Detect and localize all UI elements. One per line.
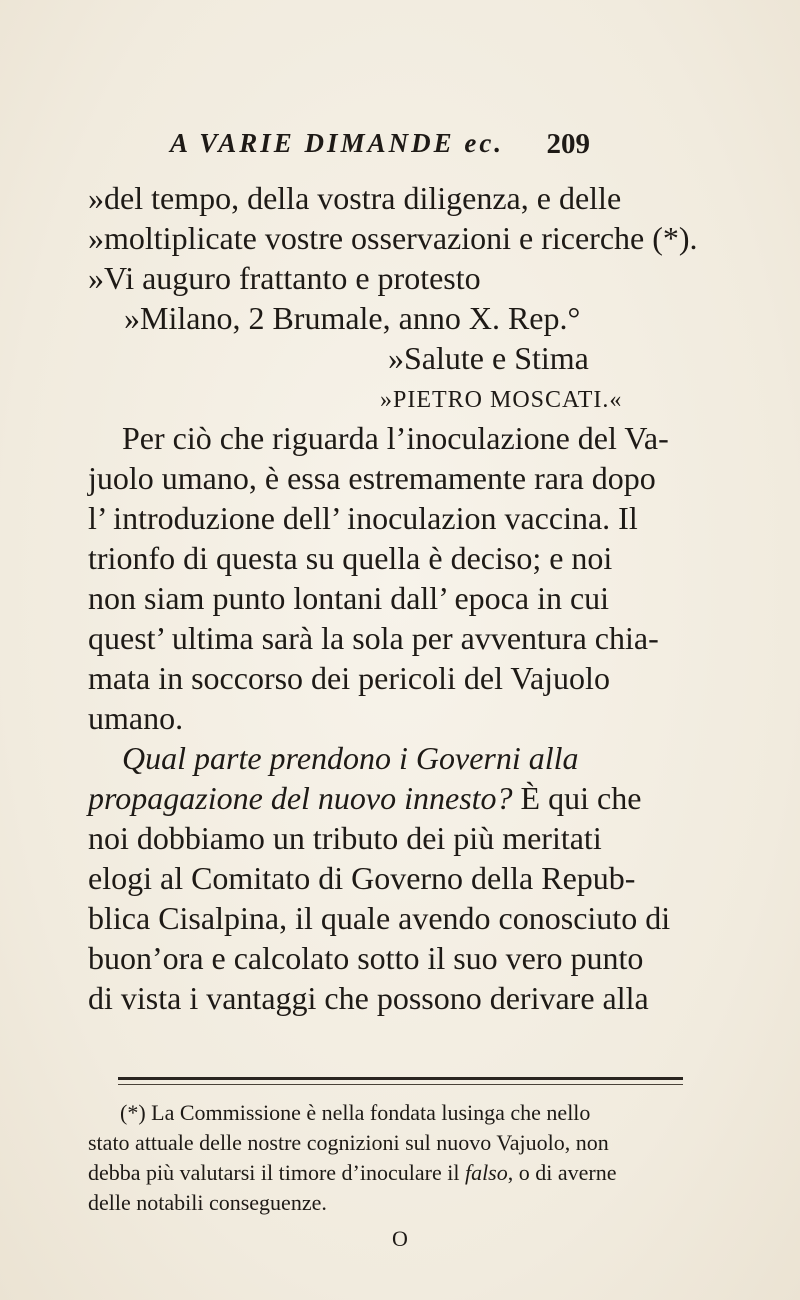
body-line: blica Cisalpina, il quale avendo conosciuto di	[88, 900, 671, 936]
footnote-line	[88, 1158, 616, 1188]
body-line: l’ introduzione dell’ inoculazion vaccina. Il	[88, 500, 638, 536]
body-line: quest’ ultima sarà la sola per avventura chia-	[88, 620, 659, 656]
question-line-italic: propagazione del nuovo innesto?	[88, 780, 513, 816]
body-line: di vista i vantaggi che possono derivare alla	[88, 980, 649, 1016]
signature-mark: O	[392, 1226, 408, 1251]
footnote-line: (*) La Commissione è nella fondata lusinga che nello	[120, 1100, 591, 1125]
letter-closing: »Salute e Stima	[388, 340, 589, 376]
question-heading	[122, 738, 579, 778]
question-line	[88, 778, 641, 818]
running-head	[170, 128, 590, 172]
body-line: noi dobbiamo un tributo dei più meritati	[88, 820, 602, 856]
body-line: buon’ora e calcolato sotto il suo vero punto	[88, 940, 644, 976]
letter-signature: »PIETRO MOSCATI.«	[380, 387, 623, 413]
body-line: juolo umano, è essa estremamente rara dopo	[88, 460, 656, 496]
page-number: 209	[546, 128, 590, 160]
body-line: mata in soccorso dei pericoli del Vajuolo	[88, 660, 610, 696]
footnote-text: , o di averne	[507, 1160, 617, 1185]
footnote-line: delle notabili conseguenze.	[88, 1190, 327, 1215]
question-heading-text: Qual parte prendono i Governi alla	[122, 740, 579, 776]
body-line: non siam punto lontani dall’ epoca in cui	[88, 580, 610, 616]
footnote-italic: falso	[464, 1160, 508, 1185]
footnote-text: debba più valutarsi il timore d’inoculare il	[88, 1160, 465, 1185]
letter-line: »moltiplicate vostre osservazioni e ricerche (*).	[88, 220, 698, 256]
letter-line: »Vi auguro frattanto e protesto	[88, 260, 481, 296]
question-line-rest: È qui che	[512, 780, 642, 816]
running-head-title: A VARIE DIMANDE ec.	[170, 128, 505, 158]
body-line: trionfo di questa su quella è deciso; e noi	[88, 540, 613, 576]
footnote-rule	[118, 1077, 683, 1080]
body-line: Per ciò che riguarda l’inoculazione del Va-	[122, 420, 669, 456]
footnote-line: stato attuale delle nostre cognizioni sul nuovo Vajuolo, non	[88, 1130, 609, 1155]
body-line: elogi al Comitato di Governo della Repub-	[88, 860, 636, 896]
footnote-rule-thin	[118, 1084, 683, 1085]
letter-place-date: »Milano, 2 Brumale, anno X. Rep.°	[124, 300, 581, 336]
body-line: umano.	[88, 700, 184, 736]
letter-line: »del tempo, della vostra diligenza, e delle	[88, 180, 622, 216]
